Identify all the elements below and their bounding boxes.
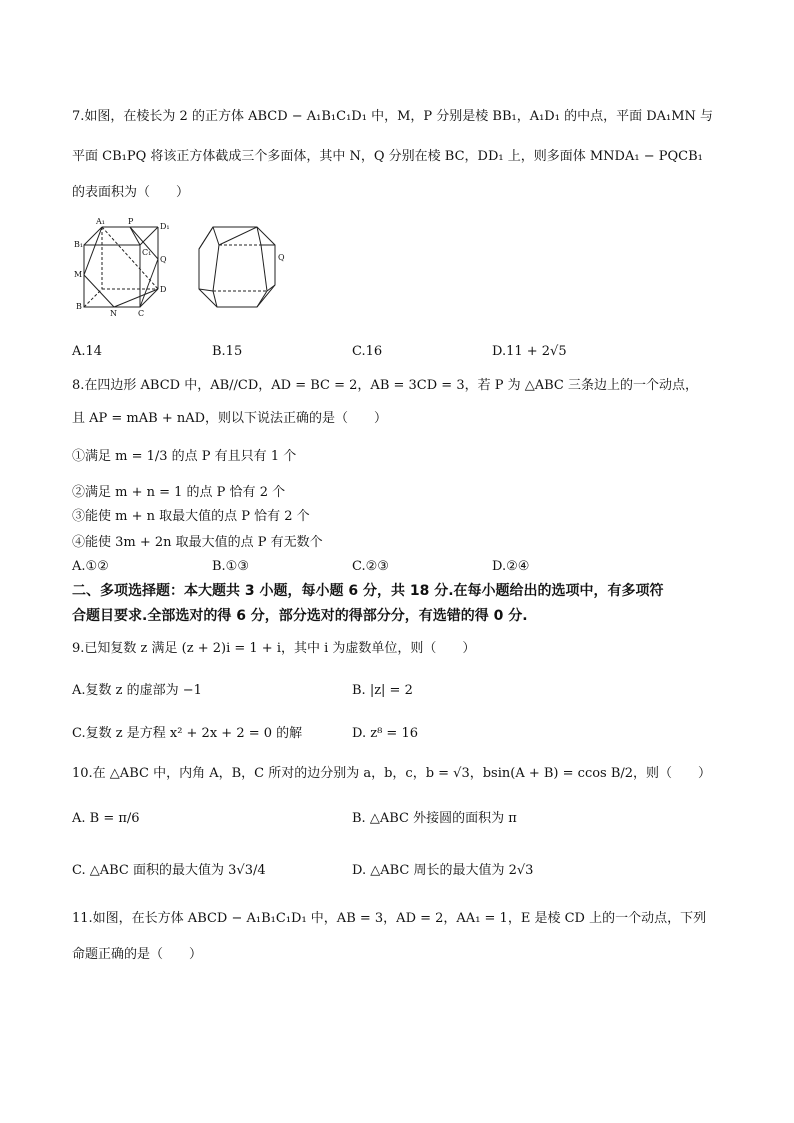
q10-option-d: D. △ABC 周长的最大值为 2√3 (352, 863, 534, 878)
q9-option-c: C.复数 z 是方程 x² + 2x + 2 = 0 的解 (72, 726, 303, 741)
q8-statement-3: ③能使 m + n 取最大值的点 P 恰有 2 个 (72, 509, 310, 524)
q8-option-c: C.②③ (352, 559, 389, 574)
q8-statement-1: ①满足 m = 1/3 的点 P 有且只有 1 个 (72, 449, 297, 464)
section2-line2: 合题目要求.全部选对的得 6 分，部分选对的得部分分，有选错的得 0 分. (72, 608, 528, 624)
q11-line2: 命题正确的是（ ） (72, 947, 203, 962)
section2-line1: 二、多项选择题：本大题共 3 小题，每小题 6 分，共 18 分.在每小题给出的选项中，有多项符 (72, 583, 664, 599)
q10-option-c: C. △ABC 面积的最大值为 3√3/4 (72, 863, 266, 878)
cube-figure (72, 215, 172, 317)
q9-option-a: A.复数 z 的虚部为 −1 (72, 683, 202, 698)
q7-option-a: A.14 (72, 344, 103, 359)
q9-option-d: D. z⁸ = 16 (352, 726, 418, 741)
q8-option-d: D.②④ (492, 559, 530, 574)
label-b1: B₁ (74, 240, 84, 249)
label-d: D (160, 285, 167, 294)
q7-line3: 的表面积为（ ） (72, 185, 190, 200)
q10-option-b: B. △ABC 外接圆的面积为 π (352, 811, 517, 826)
q10-stem: 10.在 △ABC 中，内角 A，B，C 所对的边分别为 a，b，c，b = √3，bsin(A + B) = ccos B/2，则（ ） (72, 766, 712, 781)
label-p: P (128, 217, 134, 226)
label-m: M (74, 270, 83, 279)
polyhedron-figure (185, 215, 295, 317)
q8-option-a: A.①② (72, 559, 109, 574)
q9-option-b: B. |z| = 2 (352, 683, 413, 698)
label-b: B (76, 302, 82, 311)
q7-option-d: D.11 + 2√5 (492, 344, 567, 359)
q8-statement-2: ②满足 m + n = 1 的点 P 恰有 2 个 (72, 485, 286, 500)
q8-line1: 8.在四边形 ABCD 中，AB//CD，AD = BC = 2，AB = 3CD = 3，若 P 为 △ABC 三条边上的一个动点， (72, 378, 698, 393)
q8-line2: 且 AP = mAB + nAD，则以下说法正确的是（ ） (72, 411, 388, 426)
label-q: Q (160, 255, 167, 264)
label-n: N (110, 309, 117, 317)
q10-option-a: A. B = π/6 (72, 811, 140, 826)
label-d1: D₁ (160, 222, 170, 231)
q9-stem: 9.已知复数 z 满足 (z + 2)i = 1 + i，其中 i 为虚数单位，则（ ） (72, 641, 476, 656)
q7-line1: 7.如图，在棱长为 2 的正方体 ABCD − A₁B₁C₁D₁ 中，M，P 分别是棱 BB₁，A₁D₁ 的中点，平面 DA₁MN 与 (72, 109, 714, 124)
q7-line2: 平面 CB₁PQ 将该正方体截成三个多面体，其中 N，Q 分别在棱 BC，DD₁ 上，则多面体 MNDA₁ − PQCB₁ (72, 149, 703, 164)
label-q-second: Q (278, 253, 285, 262)
label-c1: C₁ (142, 248, 152, 257)
q7-option-c: C.16 (352, 344, 383, 359)
q7-option-b: B.15 (212, 344, 243, 359)
q8-option-b: B.①③ (212, 559, 249, 574)
q8-statement-4: ④能使 3m + 2n 取最大值的点 P 有无数个 (72, 535, 323, 550)
label-a1: A₁ (96, 217, 105, 226)
q11-line1: 11.如图，在长方体 ABCD − A₁B₁C₁D₁ 中，AB = 3，AD = 2，AA₁ = 1，E 是棱 CD 上的一个动点，下列 (72, 911, 707, 926)
label-c: C (138, 309, 145, 317)
